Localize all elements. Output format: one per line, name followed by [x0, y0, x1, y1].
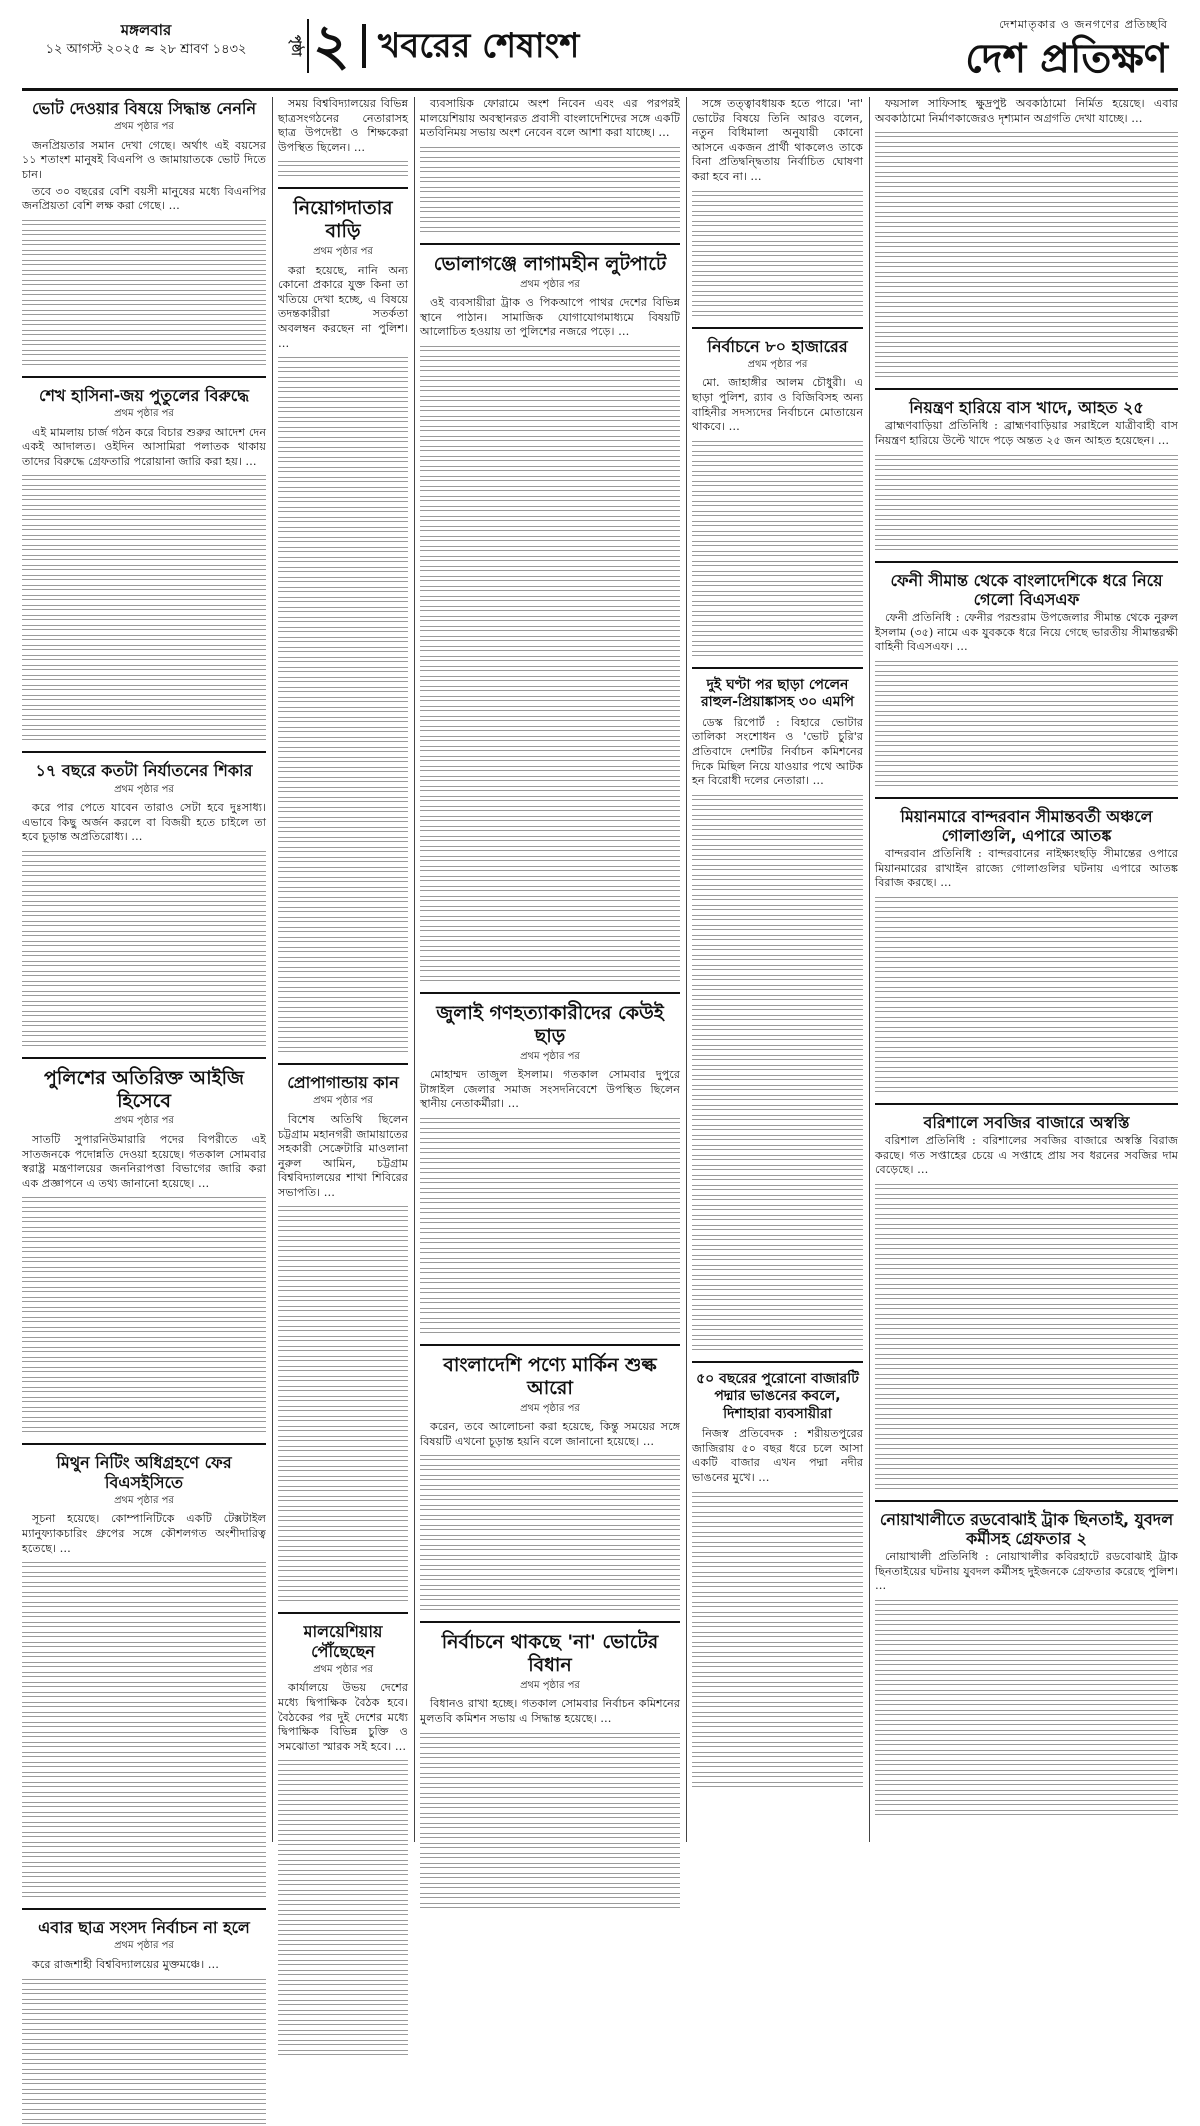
article-text-lines — [875, 1181, 1178, 1491]
article-text-lines — [278, 1203, 408, 1603]
article-text-lines — [278, 158, 408, 178]
headline: নির্বাচনে ৮০ হাজারের — [707, 336, 848, 356]
article-vote-decision — [22, 99, 266, 367]
paragraph: মোহাম্মদ তাজুল ইসলাম। গতকাল সোমবার দুপুরে টাঙ্গাইল জেলার সমাজ সংসদনিবেশে উপস্থিত ছিলেন স্থানীয় নেতাকর্মীরা। … — [420, 1068, 680, 1111]
article-body — [22, 426, 266, 743]
headline: পুলিশের অতিরিক্ত আইজি হিসেবে — [43, 1066, 245, 1112]
headline: এবার ছাত্র সংসদ নির্বাচন না হলে — [38, 1918, 250, 1938]
article-body — [420, 97, 680, 234]
article-mithun-knitting — [22, 1443, 266, 1899]
continuation-label: প্রথম পৃষ্ঠার পর — [520, 278, 580, 290]
article-text-lines — [22, 217, 266, 367]
article-body — [692, 376, 863, 657]
paragraph: সময় বিশ্ববিদ্যালয়ের বিভিন্ন ছাত্রসংগঠনের নেতারাসহ ছাত্র উপদেষ্টা ও শিক্ষকেরা উপস্থিত ছিলেন। … — [278, 97, 408, 154]
headline: মিথুন নিটিং অধিগ্রহণে ফের বিএসইসিতে — [56, 1453, 232, 1492]
article-text-lines — [875, 452, 1178, 552]
issue-day: মঙ্গলবার — [120, 21, 172, 39]
paragraph: সূচনা হয়েছে। কোম্পানিটিকে একটি টেক্সটাইল ম্যানুফ্যাকচারিং গ্রুপের সঙ্গে কৌশলগত অংশীদারিত্ব হতেছে। … — [22, 1512, 266, 1555]
continuation-label: প্রথম পৃষ্ঠার পর — [114, 783, 174, 795]
article-feni-bsf — [875, 561, 1178, 788]
paragraph: করে রাজশাহী বিশ্ববিদ্যালয়ের মুক্তমঞ্চে। … — [32, 1957, 219, 1971]
article-text-lines — [692, 792, 863, 1352]
article-july-killers — [420, 992, 680, 1335]
page-number: ২ — [313, 13, 350, 78]
article-election-80-thousand — [692, 327, 863, 658]
headline: ১৭ বছরে কতটা নির্যাতনের শিকার — [35, 761, 253, 781]
column-5 — [875, 97, 1178, 1842]
article-text-lines — [692, 188, 863, 318]
article-bholaganj-looting — [420, 243, 680, 983]
continuation-label: প্রথম পৃষ্ঠার পর — [520, 1679, 580, 1691]
article-text-lines — [420, 144, 680, 234]
paragraph: ব্রাহ্মণবাড়িয়া প্রতিনিধি : ব্রাহ্মণবাড়িয়ার সরাইলে যাত্রীবাহী বাস নিয়ন্ত্রণ হারিয়ে উল্টে খাদে পড়ে অন্তত ২৫ জন আহত হয়েছেন। … — [875, 419, 1178, 447]
paragraph: ওই ব্যবসায়ীরা ট্রাক ও পিকআপে পাথর দেশের বিভিন্ন স্থানে পাঠান। সামাজিক যোগাযোগমাধ্যমে বিষয়টি আলোচিত হওয়ায় তা পুলিশের নজরে পড়ে। … — [420, 296, 680, 339]
headline: শেখ হাসিনা-জয় পুতুলের বিরুদ্ধে — [39, 385, 249, 405]
article-noakhali-truck — [875, 1500, 1178, 1817]
paragraph: করে পার পেতে যাবেন তারাও সেটা হবে দুঃসাধ্য। এভাবে কিছু অর্জন করলে বা বিজয়ী হতে চাইলে তা হবে চূড়ান্ত অপ্রতিরোধ্য। … — [22, 801, 266, 844]
article-text-lines — [420, 1452, 680, 1612]
headline: মিয়ানমারে বান্দরবান সীমান্তবর্তী অঞ্চলে গোলাগুলি, এপারে আতঙ্ক — [900, 806, 1153, 845]
paragraph: সাতটি সুপারনিউমারারি পদের বিপরীতে এই সাতজনকে পদোন্নতি দেওয়া হয়েছে। গতকাল সোমবার স্বরাষ্ট্র মন্ত্রণালয়ের জননিরাপত্তা বিভাগের জারি করা এক প্রজ্ঞাপনে এ তথ্য জানানো হয়েছে। … — [22, 1133, 266, 1190]
article-body — [22, 801, 266, 1048]
article-body — [692, 716, 863, 1352]
paragraph: এই মামলায় চার্জ গঠন করে বিচার শুরুর আদেশ দেন একই আদালত। ওইদিন আসামিরা পলাতক থাকায় তাদের বিরুদ্ধে গ্রেফতারি পরোয়ানা জারি করা হয়। … — [22, 425, 266, 468]
column-rule — [272, 97, 273, 1842]
masthead — [22, 10, 1178, 91]
article-body — [875, 419, 1178, 551]
article-text-lines — [22, 1194, 266, 1434]
column-4 — [692, 97, 863, 1842]
continuation-label: প্রথম পৃষ্ঠার পর — [114, 121, 174, 133]
article-body — [22, 1958, 266, 2126]
article-padma-erosion-bazar — [692, 1361, 863, 1789]
column-rule — [686, 97, 687, 1842]
column-rule — [869, 97, 870, 1842]
paragraph: করা হয়েছে, নানি অন্য কোনো প্রকারে যুক্ত কিনা তা খতিয়ে দেখা হচ্ছে, এ বিষয়ে তদন্তকারীরা সতর্কতা অবলম্বন করছেন না পুলিশ। … — [278, 263, 408, 350]
paragraph: করেন, তবে আলোচনা করা হয়েছে, কিন্তু সময়ের সঙ্গে বিষয়টি এখনো চূড়ান্ত হয়নি বলে জানানো হয়েছে। … — [420, 1420, 680, 1448]
article-bazar-cont — [875, 97, 1178, 379]
article-propaganda — [278, 1063, 408, 1603]
article-malaysia-cont — [420, 97, 680, 234]
article-text-lines — [22, 1976, 266, 2126]
paragraph: সঙ্গে তত্ত্বাবধায়ক হতে পারে। 'না' ভোটের বিষয়ে তিনি আরও বলেন, নতুন বিধিমালা অনুযায়ী কোনো আসনে একজন প্রার্থী থাকলেও তাকে বিনা প্রতিদ্বন্দ্বিতায় নির্বাচিত ঘোষণা করা হবে না। … — [692, 97, 863, 183]
article-body — [22, 139, 266, 367]
article-body — [692, 97, 863, 318]
article-body — [278, 1113, 408, 1604]
article-body — [22, 1512, 266, 1899]
article-body — [875, 97, 1178, 379]
paragraph: বরিশাল প্রতিনিধি : বরিশালের সবজির বাজারে অস্বস্তি বিরাজ করছে। গত সপ্তাহের চেয়ে এ সপ্তাহে প্রায় সব ধরনের সবজির দাম বেড়েছে। … — [875, 1134, 1178, 1177]
paragraph: ফয়সাল সাফিসাহ ক্ষুদ্রপুষ্ট অবকাঠামো নির্মিত হয়েছে। এবার অবকাঠামো নির্মাণকাজেরও দৃশ্যমান অগ্রগতি দেখা যাচ্ছে। … — [875, 97, 1178, 125]
headline: প্রোপাগান্ডায় কান — [287, 1073, 399, 1093]
column-3 — [420, 97, 680, 1842]
article-body — [22, 1133, 266, 1434]
continuation-label: প্রথম পৃষ্ঠার পর — [114, 1940, 174, 1952]
page-label: পৃষ্ঠা — [284, 19, 309, 73]
paragraph: তবে ৩০ বছরের বেশি বয়সী মানুষের মধ্যে বিএনপির জনপ্রিয়তা বেশি লক্ষ করা গেছে। … — [22, 184, 266, 213]
paragraph: বিধানও রাখা হচ্ছে। গতকাল সোমবার নির্বাচন কমিশনের মুলতবি কমিশন সভায় এ সিদ্ধান্ত হয়েছে। … — [420, 1697, 680, 1726]
article-barishal-vegetable — [875, 1103, 1178, 1491]
article-body — [278, 97, 408, 178]
headline: বরিশালে সবজির বাজারে অস্বস্তি — [923, 1112, 1130, 1132]
headline: দুই ঘণ্টা পর ছাড়া পেলেন রাহুল-প্রিয়াঙ্কাসহ ৩০ এমপি — [700, 676, 854, 711]
paragraph: নোয়াখালী প্রতিনিধি : নোয়াখালীর কবিরহাটে রডবোঝাই ট্রাক ছিনতাইয়ের ঘটনায় যুবদল কর্মীসহ দুইজনকে গ্রেফতার করেছে পুলিশ। … — [875, 1550, 1178, 1593]
headline: নিয়ন্ত্রণ হারিয়ে বাস খাদে, আহত ২৫ — [909, 398, 1144, 418]
article-hasina-joy-putul — [22, 376, 266, 743]
article-employer-house — [278, 187, 408, 1054]
article-text-lines — [420, 1115, 680, 1335]
article-text-lines — [278, 354, 408, 1054]
article-bus-crash — [875, 388, 1178, 551]
article-text-lines — [875, 1597, 1178, 1817]
paragraph: ব্যবসায়িক ফোরামে অংশ নিবেন এবং এর পরপরই মালয়েশিয়ায় অবস্থানরত প্রবাসী বাংলাদেশিদের সঙ্গে একটি মতবিনিময় সভায় অংশ নেবেন বলে আশা করা যাচ্ছে। … — [420, 97, 680, 140]
article-body — [420, 1420, 680, 1612]
article-body — [278, 264, 408, 1055]
article-body — [875, 1134, 1178, 1491]
tagline: দেশমাতৃকার ও জনগণের প্রতিচ্ছবি — [999, 18, 1168, 31]
article-myanmar-border — [875, 797, 1178, 1094]
continuation-label: প্রথম পৃষ্ঠার পর — [313, 1663, 373, 1675]
article-text-lines — [22, 472, 266, 742]
headline: ভোলাগঞ্জে লাগামহীন লুটপাটে — [433, 252, 667, 275]
article-text-lines — [420, 1730, 680, 1910]
headline: ফেনী সীমান্ত থেকে বাংলাদেশিকে ধরে নিয়ে গেলো বিএসএফ — [890, 570, 1163, 609]
article-no-vote-cont — [692, 97, 863, 318]
continuation-label: প্রথম পৃষ্ঠার পর — [520, 1050, 580, 1062]
article-text-lines — [692, 438, 863, 658]
column-1 — [22, 97, 266, 1971]
article-body — [420, 296, 680, 983]
article-body — [875, 1550, 1178, 1817]
issue-date-block — [36, 20, 256, 60]
continuation-label: প্রথম পৃষ্ঠার পর — [313, 245, 373, 257]
article-text-lines — [420, 343, 680, 983]
headline: নিয়োগদাতার বাড়ি — [293, 197, 393, 243]
paragraph: বান্দরবান প্রতিনিধি : বান্দরবানের নাইক্ষ্যংছড়ি সীমান্তের ওপারে মিয়ানমারের রাখাইন রাজ্যে গোলাগুলির ঘটনায় এপারে আতঙ্ক বিরাজ করছে। … — [875, 847, 1178, 890]
article-no-vote — [420, 1621, 680, 1909]
paragraph: নিজস্ব প্রতিবেদক : শরীয়তপুরের জাজিরায় ৫০ বছর ধরে চলে আসা একটি বাজার এখন পদ্মা নদীর ভাঙনের মুখে। … — [692, 1427, 863, 1484]
paragraph: ডেস্ক রিপোর্ট : বিহারে ভোটার তালিকা সংশোধন ও 'ভোট চুরি'র প্রতিবাদে দেশটির নির্বাচন কমিশনের দিকে মিছিল নিয়ে যাওয়ার পথে আটক হন বিরোধী দলের নেতারা। … — [692, 715, 863, 788]
paragraph: মো. জাহাঙ্গীর আলম চৌধুরী। এ ছাড়া পুলিশ, র‍্যাব ও বিজিবিসহ অন্য বাহিনীর সদস্যদের নির্বাচনে মোতায়েন থাকবে। … — [692, 376, 863, 434]
brand-block — [965, 16, 1168, 83]
issue-date: ১২ আগস্ট ২০২৫ ≈ ২৮ শ্রাবণ ১৪৩২ — [45, 42, 247, 57]
paragraph: বিশেষ অতিথি ছিলেন চট্টগ্রাম মহানগরী জামায়াতের সহকারী সেক্রেটারি মাওলানা নুরুল আমিন, চট্টগ্রাম বিশ্ববিদ্যালয়ের শাখা শিবিরের সভাপতি। … — [278, 1112, 408, 1199]
article-text-lines — [22, 1559, 266, 1899]
paragraph: ফেনী প্রতিনিধি : ফেনীর পরশুরাম উপজেলার সীমান্ত থেকে নুরুল ইসলাম (৩৫) নামে এক যুবককে ধরে নিয়ে গেছে ভারতীয় সীমান্তরক্ষী বাহিনী বিএসএফ। … — [875, 610, 1178, 654]
article-text-lines — [875, 894, 1178, 1094]
section-title: খবরের শেষাংশ — [362, 24, 579, 68]
headline: বাংলাদেশি পণ্যে মার্কিন শুল্ক আরো — [443, 1353, 657, 1399]
continuation-label: প্রথম পৃষ্ঠার পর — [114, 1115, 174, 1127]
paragraph: কার্যালয়ে উভয় দেশের মধ্যে দ্বিপাক্ষিক বৈঠক হবে। বৈঠকের পর দুই দেশের মধ্যে দ্বিপাক্ষিক বিভিন্ন চুক্তি ও সমঝোতা স্মারক সই হবে। … — [278, 1681, 408, 1753]
article-text-lines — [875, 129, 1178, 379]
article-body — [420, 1068, 680, 1335]
column-2 — [278, 97, 408, 1842]
headline: ৫০ বছরের পুরোনো বাজারটি পদ্মার ভাঙনের কবলে, দিশাহারা ব্যবসায়ীরা — [696, 1370, 859, 1422]
page-number-block — [284, 13, 350, 78]
article-body — [278, 1681, 408, 2057]
headline: মালয়েশিয়ায় পৌঁছেছেন — [303, 1622, 383, 1661]
article-seventeen-years — [22, 751, 266, 1048]
article-body — [875, 847, 1178, 1094]
article-malaysia-arrival — [278, 1612, 408, 2057]
article-student-union — [22, 1908, 266, 2125]
continuation-label: প্রথম পৃষ্ঠার পর — [114, 1494, 174, 1506]
article-campus-continuation — [278, 97, 408, 178]
headline: জুলাই গণহত্যাকারীদের কেউই ছাড় — [436, 1001, 664, 1047]
article-body — [875, 611, 1178, 788]
column-rule — [414, 97, 415, 1842]
headline: নির্বাচনে থাকছে 'না' ভোটের বিধান — [441, 1631, 659, 1677]
newspaper-logo: দেশ প্রতিক্ষণ — [965, 36, 1168, 82]
continuation-label: প্রথম পৃষ্ঠার পর — [313, 1095, 373, 1107]
article-text-lines — [22, 848, 266, 1048]
article-body — [692, 1427, 863, 1788]
article-us-tariff — [420, 1344, 680, 1612]
paragraph: জনপ্রিয়তার সমান দেখা গেছে। অর্থাৎ এই বয়সের ১১ শতাংশ মানুষই বিএনপি ও জামায়াতকে ভোট দিতে চান। — [22, 138, 266, 181]
article-police-additional-igp — [22, 1057, 266, 1435]
continuation-label: প্রথম পৃষ্ঠার পর — [114, 407, 174, 419]
columns — [22, 97, 1178, 1971]
continuation-label: প্রথম পৃষ্ঠার পর — [747, 358, 808, 370]
headline: ভোট দেওয়ার বিষয়ে সিদ্ধান্ত নেননি — [31, 99, 257, 118]
article-text-lines — [875, 658, 1178, 788]
article-text-lines — [692, 1489, 863, 1789]
article-rahul-priyanka — [692, 667, 863, 1352]
continuation-label: প্রথম পৃষ্ঠার পর — [520, 1402, 580, 1414]
article-text-lines — [278, 1757, 408, 2057]
article-body — [420, 1697, 680, 1909]
headline: নোয়াখালীতে রডবোঝাই ট্রাক ছিনতাই, যুবদল কর্মীসহ গ্রেফতার ২ — [879, 1509, 1174, 1549]
